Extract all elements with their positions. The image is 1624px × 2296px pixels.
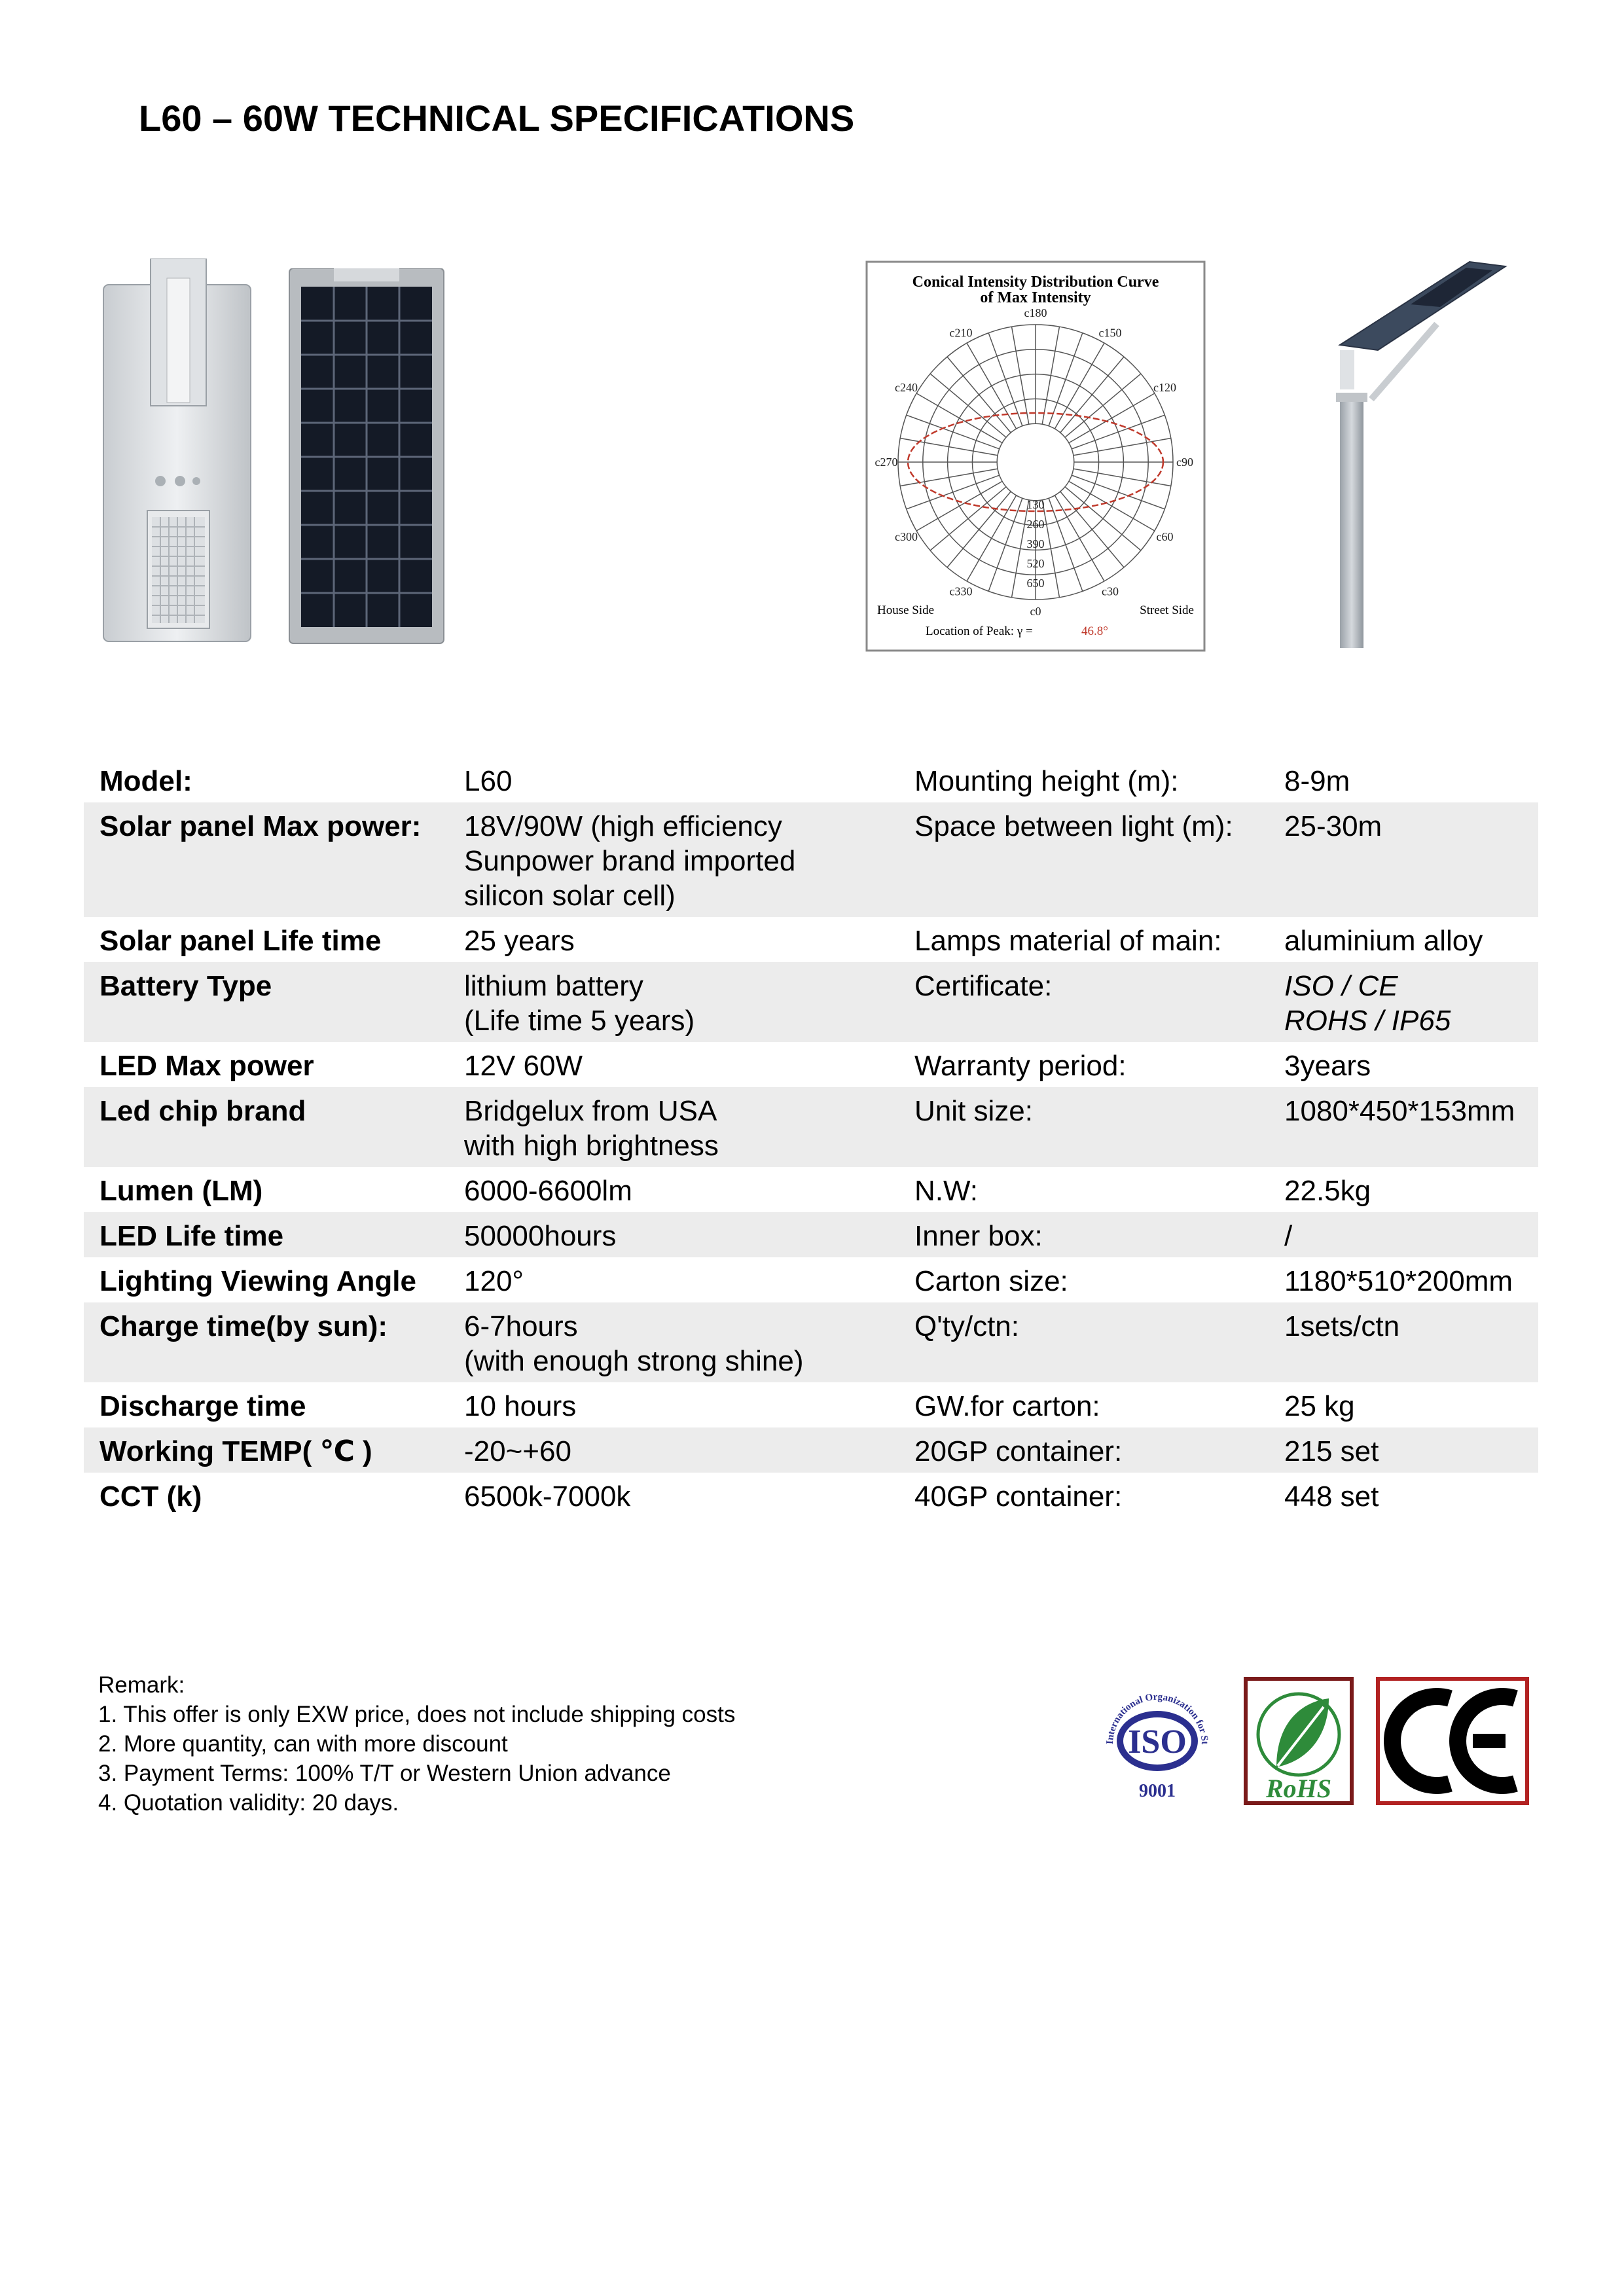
angle-label: c270 [875,456,898,469]
angle-label: c180 [1024,306,1047,319]
spec-value [448,962,899,1042]
radial-label: 390 [1026,537,1045,550]
spec-row [84,962,1538,1042]
spec-value-line: -20~+60 [464,1435,571,1467]
spec-table [84,757,1538,1518]
spec-value [1269,1042,1538,1087]
spec-value [448,1087,899,1167]
spec-value [448,1212,899,1257]
spec-value-line: 10 hours [464,1390,577,1422]
spec-row [84,757,1538,802]
radial-label: 650 [1026,576,1045,590]
spec-label: Lamps material of main: [914,925,1222,957]
spec-row [84,1382,1538,1427]
spec-label: LED Life time [84,1212,448,1257]
spec-value-line: 6500k-7000k [464,1480,631,1513]
angle-label: c90 [1176,456,1193,469]
iso-ring-text: International Organization for St [1104,1691,1210,1745]
spec-label: Charge time(by sun): [84,1302,448,1382]
spec-value-line: silicon solar cell) [464,880,676,912]
spec-value [448,917,899,962]
pole-mounted-photo [1332,259,1509,651]
intensity-distribution-diagram [865,260,1206,653]
remark-heading: Remark: [98,1672,185,1698]
spec-value-line: 1180*510*200mm [1284,1265,1513,1297]
spec-value [1269,1087,1538,1167]
spec-value [448,757,899,802]
spec-value-line: (with enough strong shine) [464,1345,804,1377]
iso-word: ISO [1128,1723,1187,1761]
spec-label: Lighting Viewing Angle [99,1265,416,1297]
spec-value-line: 25 years [464,925,575,957]
spec-label: Working TEMP( ℃ ) [84,1427,448,1473]
spec-value [1269,802,1538,917]
angle-label: c120 [1153,381,1176,394]
spec-label: Solar panel Max power: [84,802,448,917]
angle-label: c60 [1156,530,1174,543]
spec-row [84,1427,1538,1473]
spec-value [1269,757,1538,802]
spec-value-line: Bridgelux from USA [464,1095,717,1127]
spec-value-line: 12V 60W [464,1050,583,1082]
spec-label: Led chip brand [84,1087,448,1167]
spec-value-line: 6-7hours [464,1310,578,1342]
peak-value: 46.8° [1081,624,1108,638]
diagram-title-line1: Conical Intensity Distribution Curve [912,274,1159,291]
spec-value-line: ROHS / IP65 [1284,1005,1451,1037]
spec-value [448,802,899,917]
iso-9001-logo [1087,1669,1210,1801]
street-side-label: Street Side [1140,603,1194,617]
spec-label: Model: [99,765,192,797]
spec-row [84,917,1538,962]
remark-item: 4. Quotation validity: 20 days. [98,1790,399,1816]
spec-label: Lumen (LM) [99,1175,263,1207]
spec-value [448,1302,899,1382]
spec-value [1269,917,1538,962]
spec-value-line: 120° [464,1265,524,1297]
spec-value [1269,1212,1538,1257]
spec-value-line: 3years [1284,1050,1371,1082]
certification-logos [1087,1669,1538,1816]
spec-value [1269,1302,1538,1382]
spec-value-line: 6000-6600lm [464,1175,632,1207]
spec-label: 20GP container: [899,1427,1269,1473]
spec-value-line: / [1284,1220,1293,1252]
spec-value [1269,1382,1538,1427]
ce-text: CE [1452,1809,1453,1810]
radial-label: 260 [1026,517,1045,531]
spec-label: Carton size: [914,1265,1068,1297]
remark-item: 1. This offer is only EXW price, does not include shipping costs [98,1702,736,1727]
spec-value [448,1427,899,1473]
spec-label: Warranty period: [914,1050,1127,1082]
spec-value [1269,1473,1538,1518]
spec-value-line: L60 [464,765,513,797]
peak-label: Location of Peak: γ = [926,624,1033,638]
spec-label: LED Max power [99,1050,314,1082]
angle-label: c150 [1098,326,1122,340]
spec-value-line: 215 set [1284,1435,1379,1467]
angle-label: c240 [895,381,918,394]
spec-value-line: Sunpower brand imported [464,845,796,877]
solar-panel-photo [288,268,445,645]
spec-value-line: (Life time 5 years) [464,1005,695,1037]
spec-label: Discharge time [99,1390,306,1422]
spec-value [1269,1167,1538,1212]
spec-label: Unit size: [899,1087,1269,1167]
spec-value-line: aluminium alloy [1284,925,1483,957]
spec-label: Inner box: [899,1212,1269,1257]
angle-label: c330 [949,584,973,598]
remark-block [98,1670,735,1818]
spec-label: Space between light (m): [899,802,1269,917]
radial-label: 130 [1026,497,1045,511]
spec-value-line: 1080*450*153mm [1284,1095,1515,1127]
spec-row [84,1257,1538,1302]
rohs-text: RoHS [1265,1774,1332,1803]
spec-row [84,1212,1538,1257]
spec-value-line: 25-30m [1284,810,1382,842]
spec-label: N.W: [914,1175,978,1207]
angle-label: c0 [1030,605,1041,618]
spec-value [448,1042,899,1087]
spec-value-line: 22.5kg [1284,1175,1371,1207]
spec-row [84,1167,1538,1212]
spec-label: CCT (k) [99,1480,202,1513]
spec-value [1269,962,1538,1042]
spec-value-line: 25 kg [1284,1390,1355,1422]
house-side-label: House Side [877,603,935,617]
spec-label: Mounting height (m): [914,765,1179,797]
spec-value-line: 8-9m [1284,765,1350,797]
spec-row [84,1473,1538,1518]
page-title: L60 – 60W TECHNICAL SPECIFICATIONS [139,98,855,139]
spec-row [84,802,1538,917]
remark-item: 2. More quantity, can with more discount [98,1731,508,1757]
angle-label: c300 [895,530,918,543]
spec-value [448,1167,899,1212]
spec-row [84,1087,1538,1167]
spec-row [84,1042,1538,1087]
spec-label: 40GP container: [914,1480,1123,1513]
spec-value-line: 1sets/ctn [1284,1310,1400,1342]
spec-label: Battery Type [84,962,448,1042]
spec-value-line: 18V/90W (high efficiency [464,810,782,842]
rohs-logo [1246,1679,1352,1803]
spec-row [84,1302,1538,1382]
spec-label: Certificate: [899,962,1269,1042]
spec-value-line: ISO / CE [1284,970,1398,1002]
ce-logo [1378,1679,1527,1810]
angle-label: c210 [949,326,973,340]
spec-value [1269,1257,1538,1302]
spec-value-line: 448 set [1284,1480,1379,1513]
spec-value [448,1382,899,1427]
lamp-bottom-photo [98,259,255,645]
spec-label: GW.for carton: [914,1390,1100,1422]
angle-label: c30 [1102,584,1119,598]
remark-item: 3. Payment Terms: 100% T/T or Western Union advance [98,1761,671,1786]
spec-value [448,1257,899,1302]
spec-value-line: lithium battery [464,970,643,1002]
iso-number: 9001 [1139,1781,1176,1801]
radial-label: 520 [1026,556,1045,570]
spec-value [448,1473,899,1518]
spec-label: Q'ty/ctn: [899,1302,1269,1382]
spec-value-line: 50000hours [464,1220,617,1252]
diagram-title-line2: of Max Intensity [980,289,1091,306]
spec-value-line: with high brightness [464,1130,719,1162]
spec-value [1269,1427,1538,1473]
spec-label: Solar panel Life time [99,925,382,957]
